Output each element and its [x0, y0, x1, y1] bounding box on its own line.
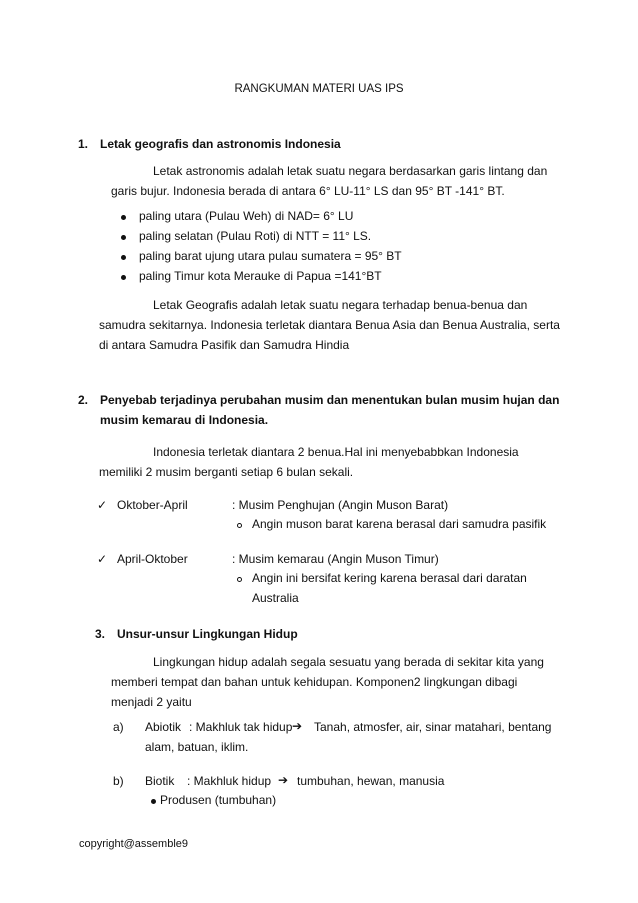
- item-a-term: Abiotik: [145, 720, 182, 734]
- item-b-label: b): [113, 774, 124, 788]
- bullet-icon: [121, 255, 126, 260]
- item-b-examples: tumbuhan, hewan, manusia: [297, 774, 445, 788]
- list-item: Produsen (tumbuhan): [160, 793, 277, 807]
- footer-copyright: copyright@assemble9: [79, 838, 188, 850]
- section-1-paragraph-line: di antara Samudra Pasifik dan Samudra Hindia: [99, 338, 350, 352]
- season-label: April-Oktober: [117, 552, 188, 566]
- checkmark-icon: ✓: [97, 552, 108, 566]
- section-2-number: 2.: [78, 393, 89, 407]
- item-a-label: a): [113, 720, 124, 734]
- section-1-paragraph-line: Letak astronomis adalah letak suatu negara berdasarkan garis lintang dan: [153, 164, 548, 178]
- section-2-heading: musim kemarau di Indonesia.: [100, 413, 269, 427]
- list-item: paling barat ujung utara pulau sumatera = 95° BT: [139, 249, 402, 263]
- section-1-paragraph-line: samudra sekitarnya. Indonesia terletak diantara Benua Asia dan Benua Australia, serta: [99, 318, 560, 332]
- list-item: paling utara (Pulau Weh) di NAD= 6° LU: [139, 209, 354, 223]
- section-1-heading: Letak geografis dan astronomis Indonesia: [100, 137, 341, 151]
- item-a-definition: : Makhluk tak hidup: [189, 720, 293, 734]
- section-3-number: 3.: [95, 627, 106, 641]
- checkmark-icon: ✓: [97, 498, 108, 512]
- season-label: Oktober-April: [117, 498, 188, 512]
- section-3-paragraph-line: menjadi 2 yaitu: [111, 695, 192, 709]
- bullet-icon: [121, 275, 126, 280]
- item-b-definition: : Makhluk hidup: [187, 774, 272, 788]
- item-b-term: Biotik: [145, 774, 175, 788]
- section-3-heading: Unsur-unsur Lingkungan Hidup: [117, 627, 298, 641]
- section-1-paragraph-line: garis bujur. Indonesia berada di antara 6° LU-11° LS dan 95° BT -141° BT.: [111, 184, 505, 198]
- section-1-number: 1.: [78, 137, 89, 151]
- section-3-paragraph-line: memberi tempat dan bahan untuk kehidupan. Komponen2 lingkungan dibagi: [111, 675, 518, 689]
- season-value: : Musim Penghujan (Angin Muson Barat): [232, 498, 449, 512]
- list-item: paling selatan (Pulau Roti) di NTT = 11° LS.: [139, 229, 372, 243]
- circle-bullet-icon: [237, 523, 242, 528]
- list-item: paling Timur kota Merauke di Papua =141°BT: [139, 269, 382, 283]
- season-note: Angin ini bersifat kering karena berasal dari daratan: [252, 571, 527, 585]
- circle-bullet-icon: [237, 577, 242, 582]
- page-title: RANGKUMAN MATERI UAS IPS: [234, 83, 404, 95]
- bullet-icon: [121, 215, 126, 220]
- bullet-icon: [121, 235, 126, 240]
- section-3-paragraph-line: Lingkungan hidup adalah segala sesuatu yang berada di sekitar kita yang: [153, 655, 544, 669]
- bullet-icon: [151, 799, 156, 804]
- item-a-examples: Tanah, atmosfer, air, sinar matahari, bentang: [314, 720, 552, 734]
- arrow-right-icon: ➔: [278, 773, 289, 787]
- section-2-paragraph-line: Indonesia terletak diantara 2 benua.Hal ini menyebabbkan Indonesia: [153, 445, 519, 459]
- section-1-paragraph-line: Letak Geografis adalah letak suatu negara terhadap benua-benua dan: [153, 298, 528, 312]
- arrow-right-icon: ➔: [292, 719, 303, 733]
- season-note: Australia: [252, 591, 299, 605]
- season-note: Angin muson barat karena berasal dari samudra pasifik: [252, 517, 547, 531]
- section-2-paragraph-line: memiliki 2 musim berganti setiap 6 bulan sekali.: [99, 465, 354, 479]
- item-a-examples: alam, batuan, iklim.: [145, 740, 249, 754]
- season-value: : Musim kemarau (Angin Muson Timur): [232, 552, 439, 566]
- section-2-heading: Penyebab terjadinya perubahan musim dan menentukan bulan musim hujan dan: [100, 393, 560, 407]
